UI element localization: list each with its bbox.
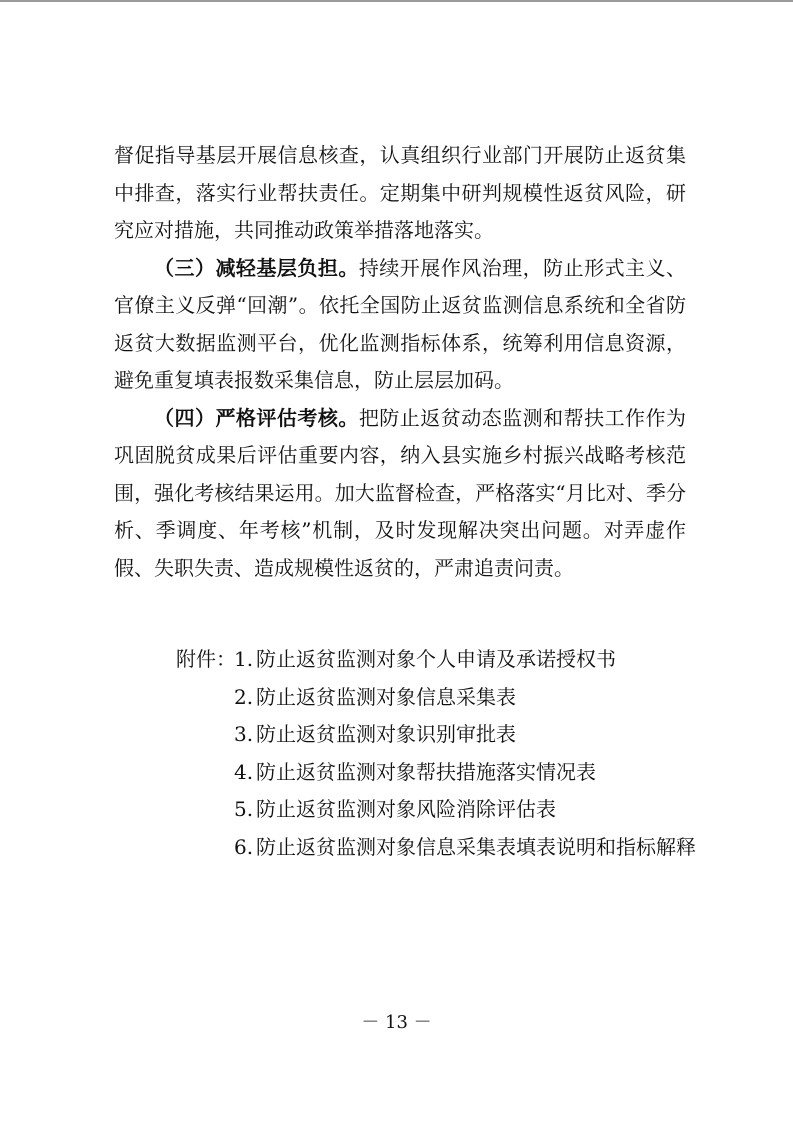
attachment-label-spacer <box>176 829 234 867</box>
paragraph-text: 督促指导基层开展信息核查，认真组织行业部门开展防止返贫集中排查，落实行业帮扶责任。定期集中研判规模性返贫风险，研究应对措施，共同推动政策举措落地落实。 <box>114 143 686 242</box>
paragraph-assessment <box>114 400 686 588</box>
top-border-line <box>0 0 793 2</box>
attachment-label-spacer <box>176 679 234 717</box>
attachment-title: 防止返贫监测对象信息采集表填表说明和指标解释 <box>256 834 696 859</box>
attachment-number: 4. <box>234 759 254 784</box>
attachments-label: 附件： <box>176 647 236 671</box>
attachments-list <box>176 641 696 866</box>
section-heading-assessment: （四）严格评估考核。 <box>154 405 359 430</box>
attachment-item-3 <box>176 716 696 754</box>
attachment-number: 5. <box>234 797 254 821</box>
attachment-item-2 <box>176 679 696 717</box>
attachment-title: 防止返贫监测对象个人申请及承诺授权书 <box>256 647 616 671</box>
document-body <box>114 137 686 587</box>
attachment-item-4 <box>176 754 696 792</box>
attachment-title: 防止返贫监测对象帮扶措施落实情况表 <box>256 759 596 784</box>
attachment-item-6 <box>176 829 696 867</box>
paragraph-continuation <box>114 137 686 250</box>
attachment-label-spacer <box>176 791 234 829</box>
attachment-number: 3. <box>234 722 254 746</box>
attachment-number: 2. <box>234 684 254 709</box>
attachment-item-5 <box>176 791 696 829</box>
paragraph-text: 持续开展作风治理，防止形式主义、官僚主义反弹“回潮”。依托全国防止返贫监测信息系统和全省防返贫大数据监测平台，优化监测指标体系，统筹利用信息资源，避免重复填表报数采集信息，防止层层加码。 <box>114 255 687 392</box>
attachment-item-1 <box>176 641 696 679</box>
attachment-title: 防止返贫监测对象风险消除评估表 <box>256 797 556 821</box>
page-number: － 13 － <box>361 1012 432 1033</box>
paragraph-reduce-burden <box>114 250 686 400</box>
attachment-title: 防止返贫监测对象信息采集表 <box>256 684 516 709</box>
section-heading-reduce-burden: （三）减轻基层负担。 <box>154 255 359 280</box>
attachment-label-spacer <box>176 716 234 754</box>
attachment-label-spacer <box>176 754 234 792</box>
attachment-number: 1. <box>234 647 254 671</box>
paragraph-text: 把防止返贫动态监测和帮扶工作作为巩固脱贫成果后评估重要内容，纳入县实施乡村振兴战略考核范围，强化考核结果运用。加大监督检查，严格落实“月比对、季分析、季调度、年考核”机制，及时发现解决突出问题。对弄虚作假、失职失责、造成规模性返贫的，严肃追责问责。 <box>114 405 687 580</box>
attachment-number: 6. <box>234 834 254 859</box>
attachment-title: 防止返贫监测对象识别审批表 <box>256 722 516 746</box>
